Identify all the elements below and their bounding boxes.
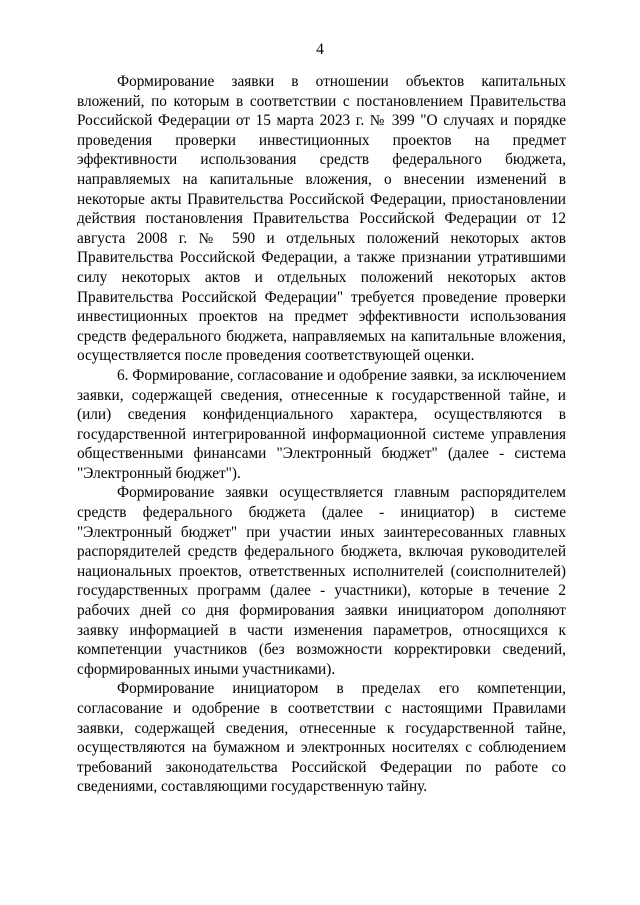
paragraph-state-secret: Формирование инициатором в пределах его компетенции, согласование и одобрение в соответствии с настоящими Правилами заявки, содержащей сведения, отнесенные к государственной тайне, осуществляются на бумажном и электронных носителях с соблюдением требований законодательства Российской Федерации по работе со сведениями, составляющими государственную тайну. bbox=[77, 680, 566, 796]
paragraph-initiator: Формирование заявки осуществляется главным распорядителем средств федерального бюджета (далее - инициатор) в системе "Электронный бюджет" при участии иных заинтересованных главных распорядителей средств федерального бюджета, включая руководителей национальных проектов, ответственных исполнителей (соисполнителей) государственных программ (далее - участники), которые в течение 2 рабочих дней со дня формирования заявки инициатором дополняют заявку информацией в части изменения параметров, относящихся к компетенции участников (без возможности корректировки сведений, сформированных иными участниками). bbox=[77, 484, 566, 678]
page-number: 4 bbox=[316, 41, 324, 58]
paragraph-item-6: 6. Формирование, согласование и одобрение заявки, за исключением заявки, содержащей сведения, отнесенные к государственной тайне, и (или) сведения конфиденциального характера, осуществляются в государственной интегрированной информационной системе управления общественными финансами "Электронный бюджет" (далее - система "Электронный бюджет"). bbox=[77, 366, 566, 482]
paragraph-capital-investments: Формирование заявки в отношении объектов капитальных вложений, по которым в соответствии с постановлением Правительства Российской Федерации от 15 марта 2023 г. № 399 "О случаях и порядке проведения проверки инвестиционных проектов на предмет эффективности использования средств федерального бюджета, направляемых на капитальные вложения, о внесении изменений в некоторые акты Правительства Российской Федерации, приостановлении действия постановления Правительства Российской Федерации от 12 августа 2008 г. № 590 и отдельных положений некоторых актов Правительства Российской Федерации, а также признании утратившими силу некоторых актов и отдельных положений некоторых актов Правительства Российской Федерации" требуется проведение проверки инвестиционных проектов на предмет эффективности использования средств федерального бюджета, направляемых на капитальные вложения, осуществляется после проведения соответствующей оценки. bbox=[77, 73, 566, 365]
document-body bbox=[77, 72, 566, 797]
